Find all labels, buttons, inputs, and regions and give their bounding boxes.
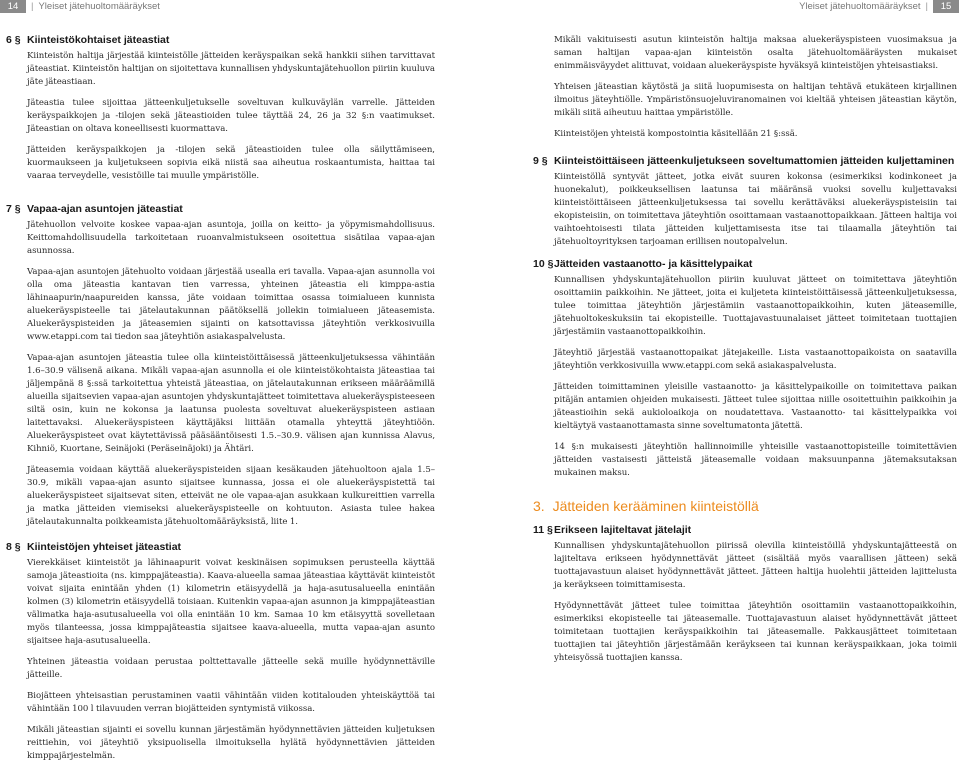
section-title: Kiinteistöjen yhteiset jäteastiat [27,541,182,553]
header-separator: | [31,1,34,12]
section-number: 9 § [533,155,548,167]
right-page-number: 15 [933,0,959,13]
section-6 [6,34,435,183]
section-8-continued [554,34,957,141]
paragraph: Jäteasemia voidaan käyttää aluekeräyspisteiden sijaan kesäkauden jätehuoltoon ajala 1.5–30.9, mikäli vapaa-ajan asunto sijaitsee kunnassa, jossa ei ole aluekeräyspistettä tai aluekeräyspisteet sijaitsevat siten, etteivät ne ole vapaa-ajan asukkaan kulkureittien varrella ja matka jätteiden viemiseksi aluekeräyspisteelle on kohtuuton. Asiasta tulee hakea jätelautakunnalta poikkeamista jätehuoltomääräyksistä, liite 1. [27,465,435,527]
chapter-number: 3. [533,498,545,514]
section-title: Erikseen lajiteltavat jätelajit [554,524,692,536]
section-heading [6,541,435,554]
paragraph: Jäteyhtiö järjestää vastaanottopaikat jätejakeille. Lista vastaanottopaikoista on saatavilla jäteyhtiön verkkosivuilla www.etappi.com sekä asiakaspalvelusta. [554,348,957,371]
paragraph: 14 §:n mukaisesti jäteyhtiön hallinnoimille yhteisille vastaanottopisteille toimitettävien jätteiden vastaisesti jätteistä jäteasemalle voidaan maksuunpanna jätemaksutaksan mukainen maksu. [554,442,957,478]
paragraph: Jätteiden toimittaminen yleisille vastaanotto- ja käsittelypaikoille on toimitettava paikan pitäjän antamien ohjeiden mukaisesti. Jätteet tulee sijoittaa niille osoitettuihin paikkoihin ja jäteastioihin sekä aukioloaikoja on noudatettava. Vastaanotto- tai käsittelypaikka voi kieltäytyä vastaanottamasta sinne soveltumatonta jätettä. [554,382,957,431]
right-running-title: Yleiset jätehuoltomääräykset [799,1,921,12]
paragraph: Kunnallisen yhdyskuntajätehuollon piiriin kuuluvat jätteet on toimitettava jäteyhtiön osoittamiin paikkoihin. Ne jätteet, joita ei kuljeteta kiinteistöittäisessä jätteenkuljetuksessa, tulee toimittaa jäteyhtiön järjestämiin vastaanottopaikkoihin, kuten jäteasemille, jätehuoltokeskuksiin tai ekopisteille. Tuottajavastuunalaiset jätteet toimitetaan tuottajien järjestämiin vastaanottopaikkoihin. [554,275,957,337]
paragraph: Yhteinen jäteastia voidaan perustaa polttettavalle jätteelle sekä muille hyödynnettäville jätteille. [27,657,435,680]
chapter-heading [533,498,957,514]
right-column [533,34,957,673]
header-right [799,0,959,13]
left-column [6,34,435,771]
section-title: Kiinteistöittäiseen jätteenkuljetukseen soveltumattomien jätteiden kuljettaminen [554,155,955,167]
section-title: Jätteiden vastaanotto- ja käsittelypaikat [554,258,753,270]
paragraph: Kiinteistön haltija järjestää kiinteistölle jätteiden keräyspaikan sekä hankkii siihen tarvittavat jäteastiat. Kiinteistön haltijan on sijoitettava kunnallisen yhdyskuntajätehuollon piiriin kuuluva jäte jäteastiaan. [27,51,435,87]
paragraph: Biojätteen yhteisastian perustaminen vaatii vähintään viiden kotitalouden yhteiskäyttöä tai vähintään 100 l tilavuuden verran biojätteiden syntymistä viikossa. [27,691,435,714]
section-title: Kiinteistökohtaiset jäteastiat [27,34,170,46]
section-9 [533,155,957,249]
section-7 [6,203,435,529]
section-10 [533,258,957,480]
paragraph: Vierekkäiset kiinteistöt ja lähinaapurit voivat keskinäisen sopimuksen perusteella käyttää samoja jäteastioita (ns. kimppajäteastia). Kaava-alueella samaa jäteastiaa käyttävät kiinteistöt voivat sijaita enintään yhden (1) kilometrin etäisyydellä ja haja-asutusalueella enintään kolmen (3) kilometrin etäisyydellä toisiaan. Kuitenkin vapaa-ajan asunnon ja kimppajäteastian välimatka haja-asutusalueella voi olla enintään 10 km. Samaa 10 km etäisyyttä sovelletaan myös tilanteessa, jossa kimppajäteastia sijaitsee kaava-alueella, mutta vapaa-ajan asunto sijaitsee haja-asutusalueella. [27,558,435,646]
paragraph: Jätteiden keräyspaikkojen ja -tilojen sekä jäteastioiden tulee olla säilyttämiseen, kuormaukseen ja kuljetukseen sopivia eikä niistä saa aiheutua roskaantumista, haittaa tai vaaraa terveydelle, vesistöille tai muulle ympäristölle. [27,145,435,181]
section-number: 8 § [6,541,21,553]
section-number: 10 § [533,258,554,270]
page-header [0,0,959,15]
paragraph: Jäteastia tulee sijoittaa jätteenkuljetukselle soveltuvan kulkuväylän varrelle. Jätteiden keräyspaikkojen ja -tilojen sekä jäteastioiden tulee täyttää 24, 26 ja 32 §:n vaatimukset. Jäteastian on oltava koneellisesti kuormattava. [27,98,435,134]
header-separator: | [925,1,928,12]
section-heading [6,203,435,216]
section-number: 7 § [6,203,21,215]
paragraph: Vapaa-ajan asuntojen jätehuolto voidaan järjestää usealla eri tavalla. Vapaa-ajan asunnolla voi olla oma jäteastia kantavan tien varressa, yhteinen jäteastia eli kimppa-astia lähinaapurin/naapureiden kanssa, jäte voidaan toimittaa osassa toimialueen kunnista aluekeräyspisteelle tai jätelautakunnan päätöksellä jollekin toimialueen jäteasemista. Aluekeräyspisteiden ja jäteasemien sijainti on katsottavissa jäteyhtiön verkkosivuilla www.etappi.com tai tiedon saa jäteyhtiön asiakaspalvelusta. [27,267,435,342]
paragraph: Mikäli vakituisesti asutun kiinteistön haltija maksaa aluekeräyspisteen vuosimaksua ja saman haltijan vapaa-ajan kiinteistön osalta jätehuoltomääräysten mukaiset enimmäisväyydet alittuvat, voidaan aluekeräyspiste hyväksyä kiinteistöjen yhteisastiaksi. [554,35,957,71]
section-8 [6,541,435,763]
paragraph: Hyödynnettävät jätteet tulee toimittaa jäteyhtiön osoittamiin vastaanottopaikkoihin, esimerkiksi ekopisteelle tai jäteasemalle. Tuottajavastuun alaiset hyödynnettävät jätteet toimitetaan tuottajien keräyspaikkoihin tai jäteasemalle. Pakkausjätteet toimitetaan tuottajien tai jäteyhtiön järjestämään keräykseen tai kunnan keräyspaikkaan, joka toimii yhteisyössä tuottajien kanssa. [554,601,957,663]
section-heading [533,524,957,537]
left-page-number: 14 [0,0,26,13]
section-title: Vapaa-ajan asuntojen jäteastiat [27,203,183,215]
paragraph: Mikäli jäteastian sijainti ei sovellu kunnan järjestämän hyödynnettävien jätteiden kuljetuksen reittiehin, voi jäteyhtiö yksipuolisella ilmoituksella hylätä hyödynnettävien jätteiden kimppajärjestelmän. [27,725,435,761]
paragraph: Kiinteistöjen yhteistä kompostointia käsitellään 21 §:ssä. [554,129,798,139]
left-running-title: Yleiset jätehuoltomääräykset [38,1,160,12]
section-number: 6 § [6,34,21,46]
paragraph: Jätehuollon velvoite koskee vapaa-ajan asuntoja, joilla on keitto- ja yöpymismahdollisuus. Keittomahdollisuudella tarkoitetaan ruoanvalmistukseen osoitettua sisätilaa vapaa-ajan asunnossa. [27,220,435,256]
paragraph: Kiinteistöllä syntyvät jätteet, jotka eivät suuren kokonsa (esimerkiksi kodinkoneet ja huonekalut), poikkeuksellisen laatunsa tai määränsä vuoksi sovellu kuljettavaksi kiinteistöittäiseen jätteenkuljetuksessa tai sovellu kerättäväksi aluekeräyspisteisiin tai ekopisteisiin, on toimitettava jäteyhtiön osoittamaan vastaanottopaikkaan. Jätteen haltija voi vaihtoehtoisesti tilata jätteiden kuljettamisesta itse tai tilaamalla jäteyhtiön tai jätehuoltoyrityksen tarjoaman erillisen noutopalvelun. [554,172,957,247]
section-heading [533,155,957,168]
paragraph: Vapaa-ajan asuntojen jäteastia tulee olla kiinteistöittäisessä jätteenkuljetuksessa vähintään 1.6–30.9 välisenä aikana. Mikäli vapaa-ajan asunnolla ei ole kiinteistökohtaista jäteastiaa tai jäljempänä 8 §:ssä tarkoitettua yhteistä jäteastiaa, on jätelautakunnan erikseen määräämillä alueilla sijaitsevien vapaa-ajan asuntojen yhdyskuntajätteet toimitettava aluekeräyspisteeseen siltä osin, kuin ne kokonsa ja laatunsa puolesta soveltuvat aluekeräyspisteen astiaan laitettavaksi. Aluekeräyspisteen käyttäjäksi liittään otamalla yhteyttä jäteyhtiöön. Aluekeräyspisteet ovat käytettävissä pääsääntöisesti 1.5.–30.9. välisen ajan kunnissa Alavus, Kihniö, Kuortane, Seinäjoki (Peräseinäjoki) ja Ähtäri. [27,353,435,454]
section-11 [533,524,957,665]
paragraph: Yhteisen jäteastian käytöstä ja siitä luopumisesta on haltijan tehtävä etukäteen kirjallinen ilmoitus jäteyhtiölle. Ympäristönsuojeluviranomainen voi kieltää yhteisen jäteastian käytön, mikäli siitä aiheutuu haittaa ympäristölle. [554,82,957,118]
chapter-title: Jätteiden kerääminen kiinteistöllä [552,498,759,514]
section-heading [533,258,957,271]
section-number: 11 § [533,524,553,536]
section-heading [6,34,435,47]
header-left [0,0,160,13]
paragraph: Kunnallisen yhdyskuntajätehuollon piirissä olevilla kiinteistöillä yhdyskuntajätteestä on lajiteltava erikseen hyödynnettävät jätteet (sisältää myös vaarallisen jätteen) sekä tuottajavastuun alaiset hyödynnettävät jätteet. Jätteen haltija huolehtii jätteiden lajittelusta ja keräykseen toimittamisesta. [554,541,957,590]
